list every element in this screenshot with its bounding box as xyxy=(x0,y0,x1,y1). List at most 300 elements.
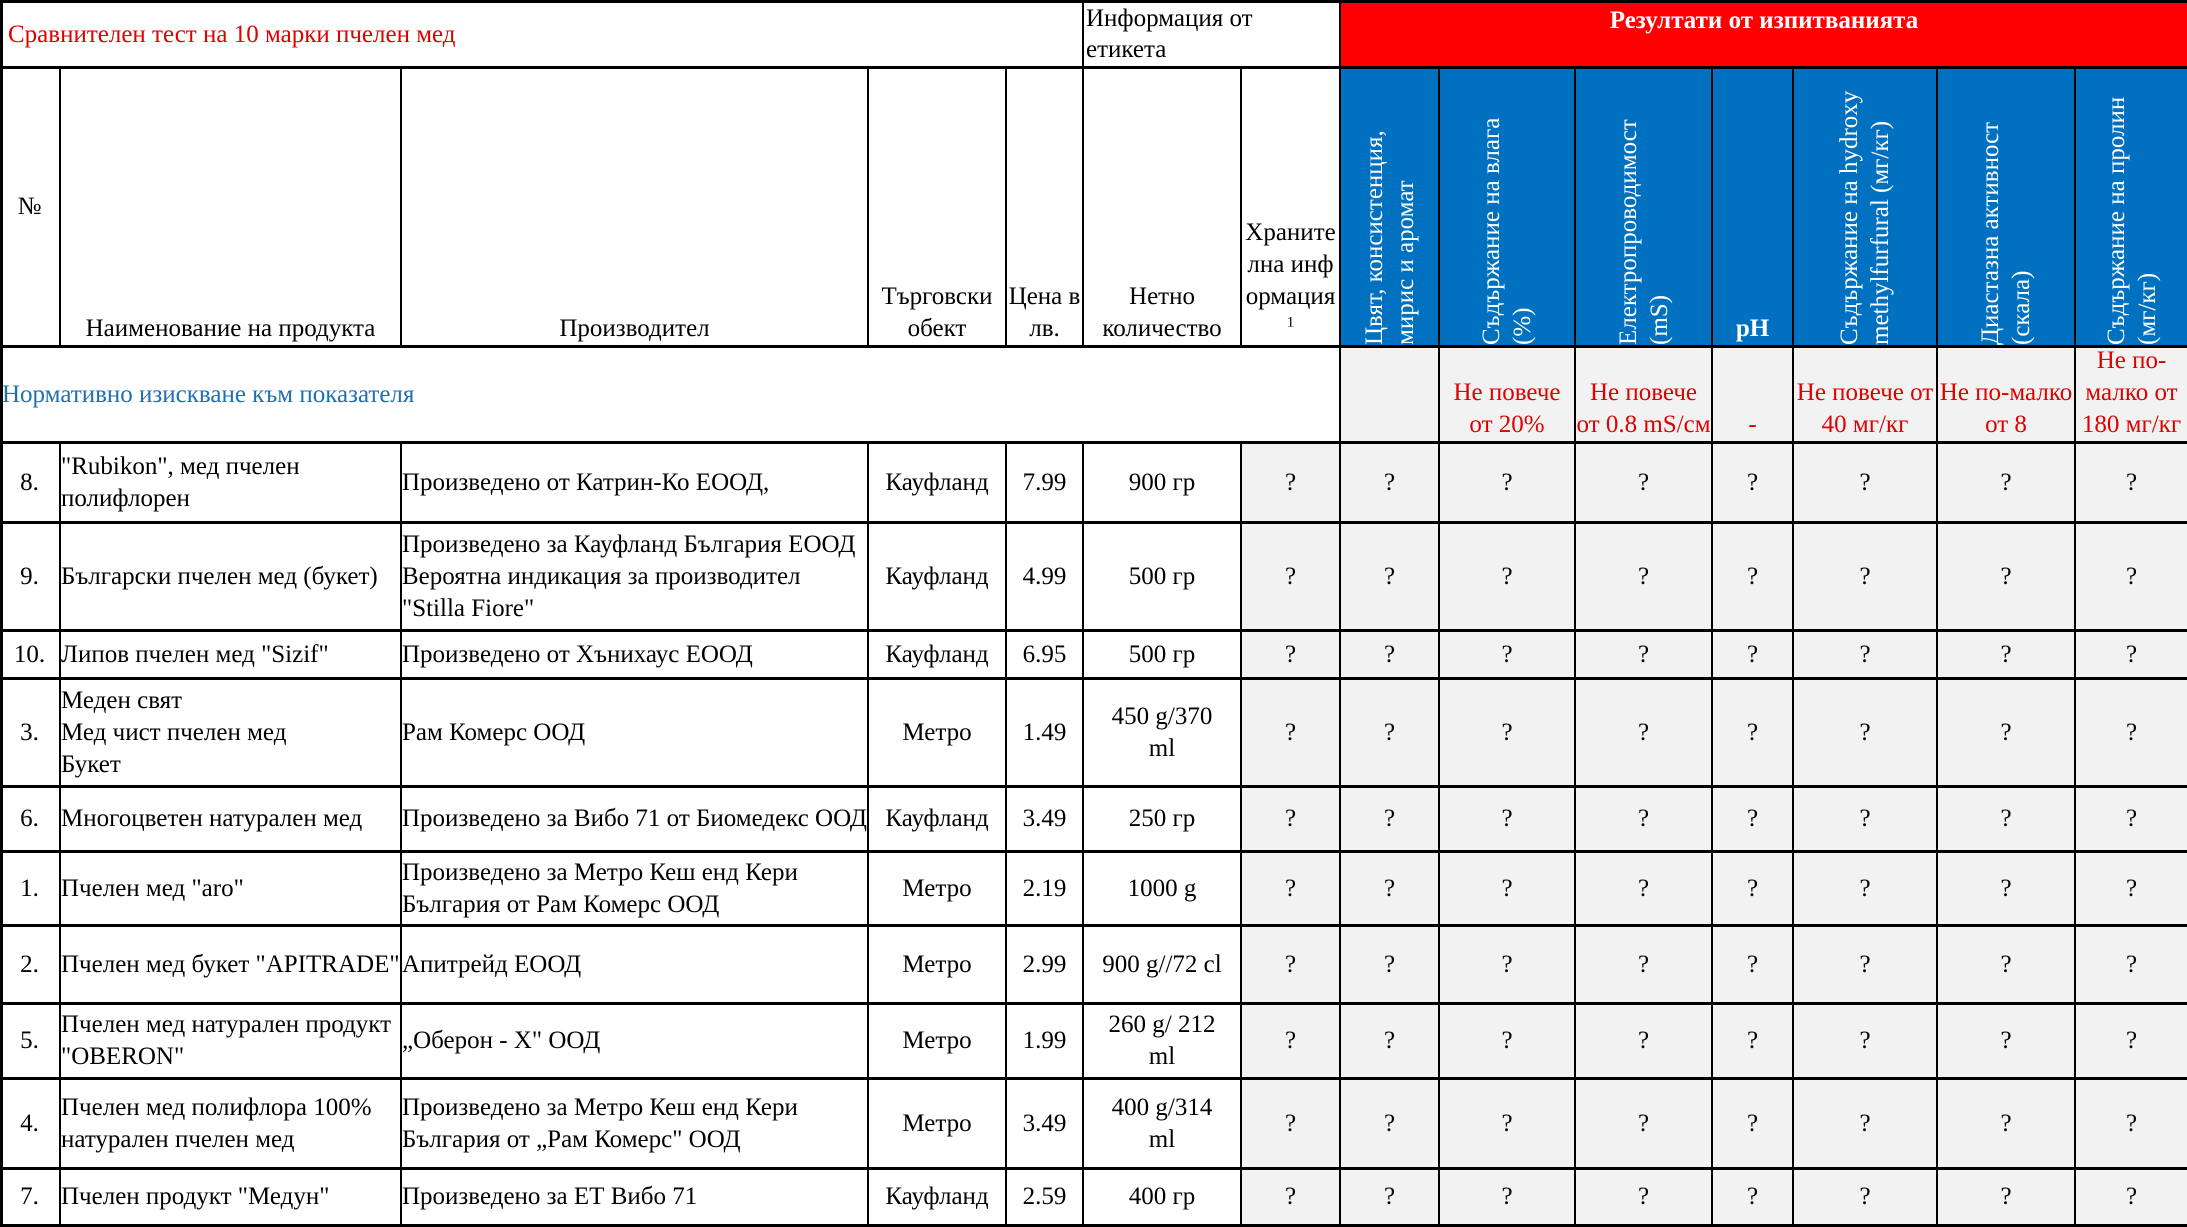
cell-result-text: ? xyxy=(2000,950,2012,978)
cell-producer xyxy=(402,680,869,788)
cell-num-text: 5. xyxy=(20,1027,39,1054)
cell-result-text: ? xyxy=(1501,1109,1513,1137)
cell-product-text: Многоцветен натурален мед xyxy=(61,805,363,832)
cell-result-text: ? xyxy=(1383,874,1396,902)
cell-num xyxy=(0,1080,61,1170)
header-producer-text: Производител xyxy=(559,315,710,342)
cell-price xyxy=(1007,632,1084,680)
cell-result xyxy=(1440,1170,1576,1227)
cell-result-text: ? xyxy=(1637,805,1650,832)
cell-store-text: Метро xyxy=(902,718,972,746)
cell-net-text: 500 гр xyxy=(1128,640,1196,668)
cell-result-text: ? xyxy=(1501,718,1513,746)
cell-nutrition-text: ? xyxy=(1284,562,1297,590)
results-group-text: Резултати от изпитванията xyxy=(1609,7,1919,34)
cell-nutrition-text: ? xyxy=(1284,874,1297,902)
cell-result xyxy=(1938,632,2076,680)
cell-num xyxy=(0,927,61,1005)
cell-result-text: ? xyxy=(1746,468,1759,496)
cell-result xyxy=(2076,632,2187,680)
cell-product-text: "Rubikon", мед пчелен полифлорен xyxy=(61,452,300,512)
cell-product-text: Пчелен мед полифлора 100% натурален пчелен мед xyxy=(61,1093,372,1153)
cell-result xyxy=(2076,444,2187,524)
cell-product xyxy=(61,632,402,680)
cell-result-text: ? xyxy=(1501,805,1513,832)
cell-producer xyxy=(402,444,869,524)
cell-result-text: ? xyxy=(1746,562,1759,590)
cell-price xyxy=(1007,1080,1084,1170)
cell-producer-text: Рам Комерс ООД xyxy=(402,718,586,746)
cell-net xyxy=(1084,1005,1242,1080)
cell-net-text: 400 g/314 ml xyxy=(1111,1093,1213,1153)
header-result-ph xyxy=(1713,69,1794,348)
cell-result xyxy=(1794,1005,1938,1080)
cell-nutrition xyxy=(1242,1170,1341,1227)
cell-result xyxy=(1713,927,1794,1005)
header-result-color-text: Цвят, консистенция, мирис и аромат xyxy=(1360,130,1419,345)
cell-result-text: ? xyxy=(1859,562,1871,590)
cell-price xyxy=(1007,444,1084,524)
cell-net-text: 400 гр xyxy=(1128,1183,1196,1210)
cell-result xyxy=(1713,632,1794,680)
cell-product-text: Български пчелен мед (букет) xyxy=(61,562,378,590)
cell-num-text: 10. xyxy=(13,640,46,668)
cell-result-text: ? xyxy=(1501,562,1513,590)
cell-result-text: ? xyxy=(1501,640,1513,668)
cell-result-text: ? xyxy=(1859,874,1871,902)
cell-result xyxy=(1713,1005,1794,1080)
cell-result-text: ? xyxy=(1383,1027,1396,1054)
cell-price-text: 3.49 xyxy=(1022,1109,1067,1137)
cell-nutrition xyxy=(1242,524,1341,632)
cell-net xyxy=(1084,853,1242,927)
cell-producer-text: Произведено за Метро Кеш енд Кери България от „Рам Комерс" ООД xyxy=(402,1093,798,1153)
cell-result-text: ? xyxy=(1383,640,1396,668)
cell-result-text: ? xyxy=(1501,468,1513,496)
header-num xyxy=(0,69,61,348)
cell-result xyxy=(1794,632,1938,680)
normative-label-text: Нормативно изискване към показателя xyxy=(2,380,415,408)
cell-result-text: ? xyxy=(1746,805,1759,832)
cell-result-text: ? xyxy=(1859,468,1871,496)
cell-result-text: ? xyxy=(1383,1183,1396,1210)
cell-result-text: ? xyxy=(1859,805,1871,832)
table-title xyxy=(0,3,1084,69)
cell-net-text: 900 гр xyxy=(1128,468,1196,496)
cell-product-text: Пчелен мед букет "APITRADE" xyxy=(61,950,400,978)
cell-store-text: Кауфланд xyxy=(885,562,989,590)
cell-result xyxy=(1576,853,1713,927)
header-result-diastase xyxy=(1938,69,2076,348)
header-result-color xyxy=(1341,69,1440,348)
cell-result xyxy=(2076,788,2187,853)
cell-result-text: ? xyxy=(1637,1183,1650,1210)
cell-product xyxy=(61,853,402,927)
cell-result xyxy=(1341,524,1440,632)
cell-producer xyxy=(402,1170,869,1227)
cell-nutrition xyxy=(1242,853,1341,927)
cell-result xyxy=(1576,788,1713,853)
cell-store-text: Метро xyxy=(902,1027,972,1054)
cell-nutrition xyxy=(1242,632,1341,680)
normative-value xyxy=(1440,348,1576,444)
cell-num xyxy=(0,680,61,788)
cell-price-text: 2.99 xyxy=(1022,950,1067,978)
cell-result-text: ? xyxy=(1859,1109,1871,1137)
cell-product xyxy=(61,524,402,632)
cell-price xyxy=(1007,1170,1084,1227)
cell-store xyxy=(869,1080,1007,1170)
header-nutrition-wrap xyxy=(1243,217,1338,345)
cell-nutrition xyxy=(1242,1005,1341,1080)
cell-price-text: 1.99 xyxy=(1022,1027,1067,1054)
normative-value-text: Не повече от 0.8 mS/см xyxy=(1576,379,1711,438)
header-nutrition-text: Хранителна информация xyxy=(1245,219,1336,310)
cell-result xyxy=(2076,680,2187,788)
cell-product-text: Липов пчелен мед "Sizif" xyxy=(61,640,329,668)
cell-result-text: ? xyxy=(2125,805,2138,832)
cell-producer-text: Произведено от Хънихаус ЕООД xyxy=(402,640,753,668)
cell-result xyxy=(1341,1005,1440,1080)
cell-result xyxy=(1794,1170,1938,1227)
cell-result xyxy=(2076,927,2187,1005)
cell-num xyxy=(0,1170,61,1227)
cell-net-text: 450 g/370 ml xyxy=(1111,702,1213,762)
cell-product xyxy=(61,444,402,524)
cell-net xyxy=(1084,927,1242,1005)
cell-producer xyxy=(402,853,869,927)
cell-result-text: ? xyxy=(1859,950,1871,978)
cell-producer-text: Произведено за ЕТ Вибо 71 xyxy=(402,1183,698,1210)
cell-num-text: 7. xyxy=(20,1183,39,1210)
cell-result-text: ? xyxy=(2125,874,2138,902)
cell-store-text: Кауфланд xyxy=(885,805,989,832)
normative-value xyxy=(1713,348,1794,444)
header-result-ph-text: pH xyxy=(1735,315,1770,342)
cell-net xyxy=(1084,1080,1242,1170)
cell-result xyxy=(1794,927,1938,1005)
cell-num xyxy=(0,524,61,632)
cell-result xyxy=(1713,788,1794,853)
cell-nutrition-text: ? xyxy=(1284,1109,1297,1137)
cell-result-text: ? xyxy=(1859,718,1871,746)
cell-price xyxy=(1007,680,1084,788)
cell-price-text: 4.99 xyxy=(1022,562,1067,590)
cell-result-text: ? xyxy=(1637,562,1650,590)
cell-result-text: ? xyxy=(1746,1027,1759,1054)
normative-value-text: - xyxy=(1748,411,1757,438)
cell-num-text: 9. xyxy=(20,562,39,590)
cell-result-text: ? xyxy=(1637,1027,1650,1054)
cell-result xyxy=(1576,524,1713,632)
cell-result xyxy=(1440,1080,1576,1170)
cell-result-text: ? xyxy=(1637,468,1650,496)
header-result-moisture xyxy=(1440,69,1576,348)
cell-product-text: Пчелен мед "aro" xyxy=(61,874,244,902)
header-num-text: № xyxy=(17,193,42,220)
cell-store-text: Метро xyxy=(902,874,972,902)
cell-result xyxy=(2076,853,2187,927)
cell-result-text: ? xyxy=(1501,1183,1513,1210)
header-nutrition xyxy=(1242,69,1341,348)
cell-result xyxy=(1938,444,2076,524)
cell-result-text: ? xyxy=(2125,1027,2138,1054)
cell-store-text: Кауфланд xyxy=(885,640,989,668)
cell-product-text: Пчелен продукт "Медун" xyxy=(61,1183,330,1210)
cell-store-text: Метро xyxy=(902,1109,972,1137)
cell-result xyxy=(1938,1005,2076,1080)
cell-result-text: ? xyxy=(1383,805,1396,832)
normative-value-text: Не по-малко от 8 xyxy=(1939,379,2073,438)
normative-label xyxy=(0,348,1341,444)
cell-result xyxy=(1576,1170,1713,1227)
cell-result xyxy=(1341,927,1440,1005)
cell-product-text: Пчелен мед натурален продукт "OBERON" xyxy=(61,1011,392,1070)
normative-value xyxy=(1341,348,1440,444)
cell-result xyxy=(1938,680,2076,788)
cell-result xyxy=(1341,632,1440,680)
cell-nutrition xyxy=(1242,927,1341,1005)
cell-price-text: 6.95 xyxy=(1022,640,1067,668)
cell-result xyxy=(1440,927,1576,1005)
label-info-group-header xyxy=(1084,3,1341,69)
cell-result xyxy=(1440,853,1576,927)
cell-result-text: ? xyxy=(1746,640,1759,668)
cell-price-text: 7.99 xyxy=(1022,468,1067,496)
cell-result-text: ? xyxy=(1637,640,1650,668)
cell-result-text: ? xyxy=(2125,640,2138,668)
cell-result xyxy=(1794,853,1938,927)
cell-num-text: 6. xyxy=(20,805,39,832)
cell-num xyxy=(0,632,61,680)
cell-num-text: 3. xyxy=(20,718,39,746)
cell-result xyxy=(1576,1005,1713,1080)
cell-price xyxy=(1007,524,1084,632)
cell-result-text: ? xyxy=(2000,640,2012,668)
header-result-proline-text: Съдържание на пролин (мг/кг) xyxy=(2102,96,2161,345)
cell-price xyxy=(1007,788,1084,853)
cell-nutrition-text: ? xyxy=(1284,805,1297,832)
cell-result xyxy=(1576,444,1713,524)
cell-num xyxy=(0,853,61,927)
cell-net xyxy=(1084,632,1242,680)
cell-result-text: ? xyxy=(1746,1183,1759,1210)
normative-value-text: Не по-малко от 180 мг/кг xyxy=(2081,348,2182,438)
cell-num-text: 2. xyxy=(20,950,39,978)
cell-result-text: ? xyxy=(1637,950,1650,978)
cell-price-text: 2.59 xyxy=(1022,1183,1067,1210)
cell-result-text: ? xyxy=(1859,1183,1871,1210)
cell-num xyxy=(0,444,61,524)
cell-result-text: ? xyxy=(1746,950,1759,978)
cell-result xyxy=(1938,927,2076,1005)
cell-nutrition-text: ? xyxy=(1284,640,1297,668)
cell-producer xyxy=(402,1080,869,1170)
cell-nutrition xyxy=(1242,680,1341,788)
cell-num-text: 1. xyxy=(20,874,39,902)
cell-result-text: ? xyxy=(2000,468,2012,496)
cell-result xyxy=(1440,524,1576,632)
cell-result-text: ? xyxy=(1859,1027,1871,1054)
cell-result-text: ? xyxy=(2000,805,2012,832)
cell-result xyxy=(1341,788,1440,853)
cell-result xyxy=(1938,524,2076,632)
cell-num-text: 8. xyxy=(20,468,39,496)
header-producer xyxy=(402,69,869,348)
cell-nutrition-text: ? xyxy=(1284,718,1297,746)
cell-net xyxy=(1084,1170,1242,1227)
cell-store-text: Метро xyxy=(902,950,972,978)
cell-store xyxy=(869,680,1007,788)
header-product-text: Наименование на продукта xyxy=(85,315,376,342)
cell-producer-text: „Оберон - Х" ООД xyxy=(402,1027,601,1054)
title-text: Сравнителен тест на 10 марки пчелен мед xyxy=(8,20,456,48)
cell-net-text: 250 гр xyxy=(1128,805,1196,832)
cell-result xyxy=(2076,1005,2187,1080)
cell-product xyxy=(61,1170,402,1227)
cell-result-text: ? xyxy=(1501,1027,1513,1054)
cell-num xyxy=(0,788,61,853)
header-nutrition-footnote: 1 xyxy=(1286,314,1295,331)
cell-price-text: 2.19 xyxy=(1022,874,1067,902)
header-result-proline xyxy=(2076,69,2187,348)
cell-producer-text: Произведено от Катрин-Ко ЕООД, xyxy=(402,468,770,496)
cell-net-text: 1000 g xyxy=(1127,874,1197,902)
cell-net-text: 900 g//72 cl xyxy=(1102,950,1222,978)
cell-store-text: Кауфланд xyxy=(885,468,989,496)
cell-result-text: ? xyxy=(1383,562,1396,590)
cell-result-text: ? xyxy=(1637,718,1650,746)
cell-result-text: ? xyxy=(1746,718,1759,746)
cell-price-text: 1.49 xyxy=(1022,718,1067,746)
cell-result xyxy=(1713,444,1794,524)
cell-result-text: ? xyxy=(2000,874,2012,902)
cell-result xyxy=(1794,680,1938,788)
cell-result xyxy=(1440,632,1576,680)
cell-result-text: ? xyxy=(2125,562,2138,590)
cell-result xyxy=(1794,444,1938,524)
cell-producer-text: Произведено за Кауфланд България ЕООД Вероятна индикация за производител "Stilla Fiore" xyxy=(402,530,856,622)
cell-nutrition xyxy=(1242,1080,1341,1170)
cell-result xyxy=(1794,1080,1938,1170)
cell-store xyxy=(869,788,1007,853)
cell-store xyxy=(869,524,1007,632)
header-result-conductivity-text: Електропроводимост (mS) xyxy=(1614,119,1673,345)
header-result-moisture-text: Съдържание на влага (%) xyxy=(1478,117,1536,345)
cell-producer xyxy=(402,1005,869,1080)
cell-result-text: ? xyxy=(2000,1027,2012,1054)
cell-net xyxy=(1084,524,1242,632)
cell-result-text: ? xyxy=(2125,1109,2138,1137)
cell-store xyxy=(869,632,1007,680)
header-store-text: Търговски обект xyxy=(881,283,993,342)
cell-result-text: ? xyxy=(1383,468,1396,496)
header-result-conductivity xyxy=(1576,69,1713,348)
cell-result-text: ? xyxy=(2125,468,2138,496)
cell-product xyxy=(61,680,402,788)
cell-producer xyxy=(402,788,869,853)
cell-result xyxy=(1713,1080,1794,1170)
cell-result-text: ? xyxy=(1746,874,1759,902)
normative-value xyxy=(1576,348,1713,444)
cell-num-text: 4. xyxy=(20,1109,39,1137)
normative-value xyxy=(1938,348,2076,444)
cell-store xyxy=(869,444,1007,524)
cell-result xyxy=(1440,680,1576,788)
cell-producer-text: Произведено за Вибо 71 от Биомедекс ООД xyxy=(402,805,867,832)
cell-result xyxy=(1713,524,1794,632)
cell-net xyxy=(1084,444,1242,524)
normative-value-text: Не повече от 20% xyxy=(1453,379,1561,438)
cell-product xyxy=(61,788,402,853)
cell-result xyxy=(2076,1170,2187,1227)
cell-result-text: ? xyxy=(1746,1109,1759,1137)
cell-result xyxy=(1938,1170,2076,1227)
cell-result xyxy=(1713,1170,1794,1227)
header-net-text: Нетно количество xyxy=(1102,283,1222,342)
cell-producer xyxy=(402,524,869,632)
cell-result-text: ? xyxy=(2000,1183,2012,1210)
cell-result xyxy=(1576,1080,1713,1170)
cell-net xyxy=(1084,788,1242,853)
cell-result xyxy=(1576,680,1713,788)
cell-net xyxy=(1084,680,1242,788)
cell-result xyxy=(1341,680,1440,788)
cell-result xyxy=(1440,444,1576,524)
header-price-text: Цена в лв. xyxy=(1008,283,1081,342)
cell-result xyxy=(1938,788,2076,853)
cell-result-text: ? xyxy=(1383,950,1396,978)
cell-nutrition xyxy=(1242,788,1341,853)
cell-result xyxy=(1341,1170,1440,1227)
cell-result xyxy=(1713,680,1794,788)
cell-result-text: ? xyxy=(1383,1109,1396,1137)
cell-nutrition xyxy=(1242,444,1341,524)
header-result-hmf-text: Съдържание на hydroxymethylfurfural (мг/кг) xyxy=(1836,90,1894,345)
cell-result-text: ? xyxy=(1501,874,1513,902)
normative-value xyxy=(2076,348,2187,444)
cell-result xyxy=(1440,1005,1576,1080)
cell-num xyxy=(0,1005,61,1080)
cell-result xyxy=(1341,444,1440,524)
cell-result xyxy=(1341,1080,1440,1170)
cell-price-text: 3.49 xyxy=(1022,805,1067,832)
cell-net-text: 260 g/ 212 ml xyxy=(1108,1011,1216,1070)
cell-producer-text: Апитрейд ЕООД xyxy=(402,950,582,978)
header-store xyxy=(869,69,1007,348)
cell-result-text: ? xyxy=(1501,950,1513,978)
header-result-hmf xyxy=(1794,69,1938,348)
cell-result xyxy=(1576,927,1713,1005)
cell-product xyxy=(61,927,402,1005)
cell-product xyxy=(61,1005,402,1080)
cell-result-text: ? xyxy=(1383,718,1396,746)
cell-nutrition-text: ? xyxy=(1284,1183,1297,1210)
cell-nutrition-text: ? xyxy=(1284,1027,1297,1054)
cell-store-text: Кауфланд xyxy=(885,1183,989,1210)
normative-value xyxy=(1794,348,1938,444)
cell-result xyxy=(1794,788,1938,853)
cell-producer-text: Произведено за Метро Кеш енд Кери България от Рам Комерс ООД xyxy=(402,858,798,918)
cell-nutrition-text: ? xyxy=(1284,468,1297,496)
cell-result xyxy=(1576,632,1713,680)
cell-net-text: 500 гр xyxy=(1128,562,1196,590)
cell-result xyxy=(1938,853,2076,927)
cell-result xyxy=(1938,1080,2076,1170)
header-result-diastase-text: Диастазна активност (скала) xyxy=(1977,121,2035,345)
cell-result-text: ? xyxy=(2000,718,2012,746)
cell-producer xyxy=(402,927,869,1005)
